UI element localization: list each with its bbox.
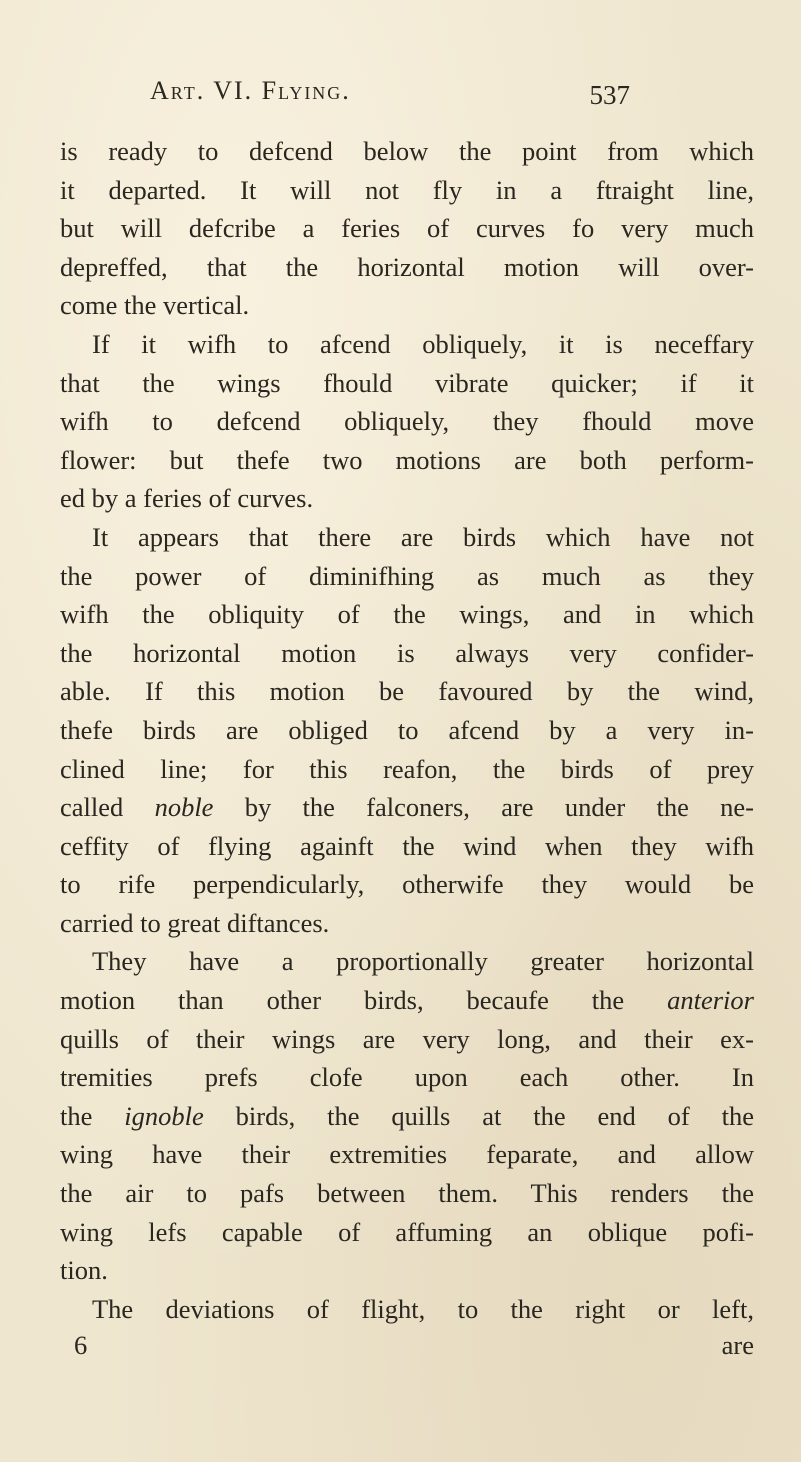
text-line: come the vertical. — [60, 290, 250, 321]
text-line: If it wifh to afcend obliquely, it is neceffary — [92, 328, 754, 359]
text-run: by the falconers, are under the ne- — [213, 792, 754, 823]
running-head-title: Art. VI. Flying. — [150, 76, 351, 105]
text-line: The deviations of flight, to the right or left, — [92, 1293, 754, 1324]
italic-term: ignoble — [124, 1100, 204, 1131]
text-line — [60, 788, 754, 827]
text-line: quills of their wings are very long, and their ex- — [60, 1023, 754, 1054]
text-line: able. If this motion be favoured by the wind, — [60, 676, 754, 707]
text-run: called — [60, 792, 155, 823]
catchword: are — [721, 1330, 754, 1360]
text-line: the horizontal motion is always very confider- — [60, 637, 754, 668]
text-line: depreffed, that the horizontal motion will over- — [60, 251, 754, 282]
text-line: tremities prefs clofe upon each other. In — [60, 1062, 754, 1093]
text-line: It appears that there are birds which have not — [92, 521, 754, 552]
text-line: wing lefs capable of affuming an oblique pofi- — [60, 1216, 754, 1247]
text-line: wifh the obliquity of the wings, and in which — [60, 599, 754, 630]
page-number: 537 — [589, 80, 630, 110]
text-line: wifh to defcend obliquely, they fhould move — [60, 406, 754, 437]
body-text — [60, 132, 754, 1360]
text-line: ceffity of flying againft the wind when they wifh — [60, 830, 754, 861]
text-line: to rife perpendicularly, otherwife they would be — [60, 869, 754, 900]
text-line: is ready to defcend below the point from which — [60, 136, 754, 166]
text-line: wing have their extremities feparate, and allow — [60, 1139, 754, 1170]
text-line: flower: but thefe two motions are both perform- — [60, 444, 754, 475]
text-line: it departed. It will not fly in a ftraight line, — [60, 174, 754, 205]
text-run: the — [60, 1100, 125, 1131]
text-line: They have a proportionally greater horizontal — [92, 946, 754, 977]
page-footer — [60, 1330, 754, 1370]
text-line: the power of diminifhing as much as they — [60, 560, 754, 591]
text-line — [60, 1097, 754, 1136]
text-line: tion. — [60, 1255, 108, 1286]
text-line — [60, 981, 754, 1020]
signature-mark: 6 — [74, 1330, 88, 1360]
italic-term: anterior — [667, 985, 754, 1016]
text-line: ed by a feries of curves. — [60, 483, 314, 514]
text-line: carried to great diftances. — [60, 907, 330, 938]
text-line: but will defcribe a feries of curves fo very much — [60, 213, 754, 244]
running-head — [150, 76, 630, 110]
text-line: thefe birds are obliged to afcend by a very in- — [60, 714, 754, 745]
italic-term: noble — [154, 792, 214, 823]
text-line: the air to pafs between them. This renders the — [60, 1178, 754, 1209]
text-run: birds, the quills at the end of the — [203, 1100, 754, 1131]
text-line: that the wings fhould vibrate quicker; if it — [60, 367, 754, 398]
text-line: clined line; for this reafon, the birds of prey — [60, 753, 754, 784]
text-run: motion than other birds, becaufe the — [60, 985, 625, 1016]
